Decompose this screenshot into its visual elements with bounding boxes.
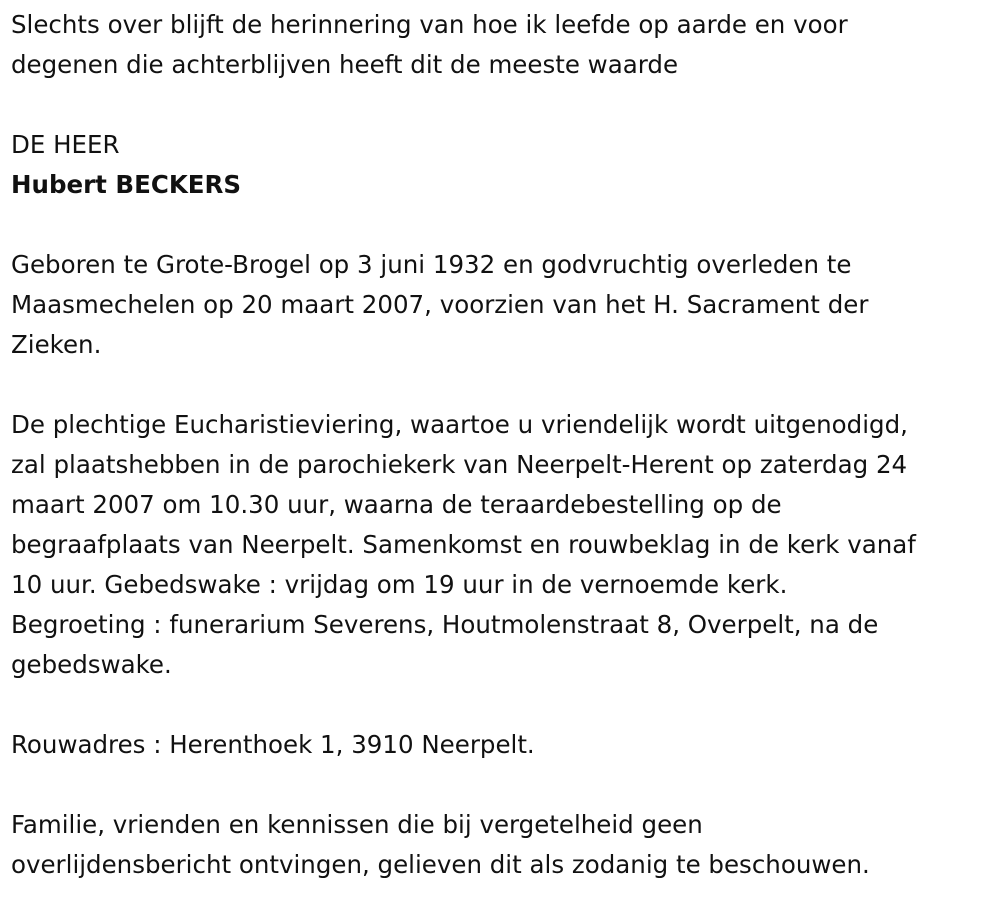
spacer (11, 205, 996, 245)
obituary-notice (11, 5, 996, 885)
text-line: De plechtige Eucharistieviering, waartoe u vriendelijk wordt uitgenodigd, (11, 410, 908, 439)
text-line: maart 2007 om 10.30 uur, waarna de teraardebestelling op de (11, 490, 782, 519)
text-line: Zieken. (11, 330, 102, 359)
text-line: begraafplaats van Neerpelt. Samenkomst en rouwbeklag in de kerk vanaf (11, 530, 916, 559)
birth-death-paragraph (11, 245, 996, 365)
closing-paragraph (11, 805, 996, 885)
spacer (11, 85, 996, 125)
text-line: Begroeting : funerarium Severens, Houtmolenstraat 8, Overpelt, na de (11, 610, 879, 639)
spacer (11, 365, 996, 405)
quote-paragraph (11, 5, 996, 85)
honorific-title: DE HEER (11, 130, 120, 159)
mourning-address: Rouwadres : Herenthoek 1, 3910 Neerpelt. (11, 730, 535, 759)
text-line: Geboren te Grote-Brogel op 3 juni 1932 en godvruchtig overleden te (11, 250, 852, 279)
ceremony-paragraph (11, 405, 996, 685)
text-line: Slechts over blijft de herinnering van hoe ik leefde op aarde en voor (11, 10, 848, 39)
text-line: gebedswake. (11, 650, 172, 679)
text-line: degenen die achterblijven heeft dit de meeste waarde (11, 50, 679, 79)
text-line: Maasmechelen op 20 maart 2007, voorzien van het H. Sacrament der (11, 290, 869, 319)
spacer (11, 765, 996, 805)
spacer (11, 685, 996, 725)
deceased-name: Hubert BECKERS (11, 170, 242, 199)
text-line: Familie, vrienden en kennissen die bij vergetelheid geen (11, 810, 703, 839)
text-line: zal plaatshebben in de parochiekerk van Neerpelt-Herent op zaterdag 24 (11, 450, 908, 479)
text-line: overlijdensbericht ontvingen, gelieven dit als zodanig te beschouwen. (11, 850, 870, 879)
text-line: 10 uur. Gebedswake : vrijdag om 19 uur in de vernoemde kerk. (11, 570, 788, 599)
